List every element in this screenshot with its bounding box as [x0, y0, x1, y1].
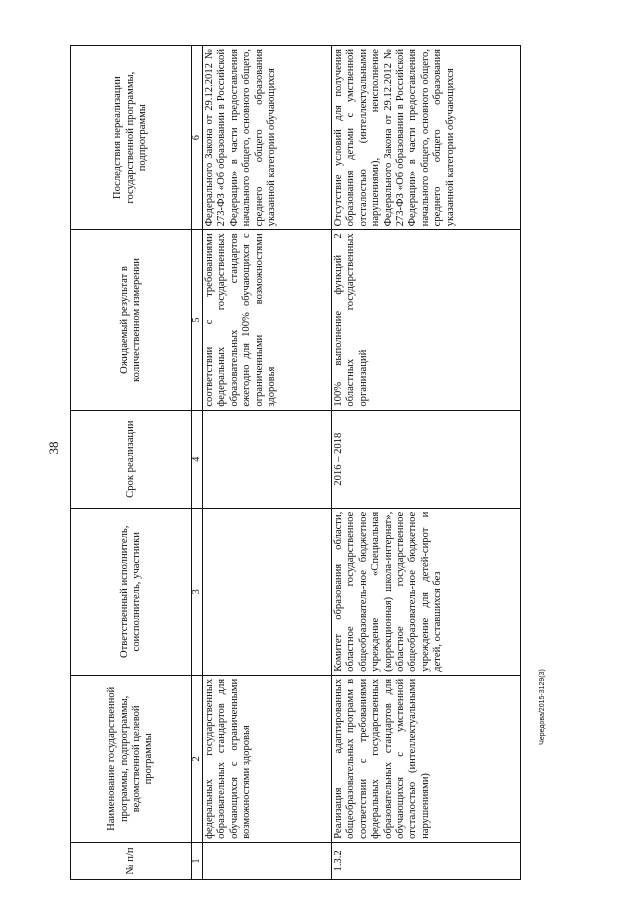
column-number: 1: [192, 842, 203, 879]
header-expected-result: Ожидаемый результат в количественном измерении: [71, 230, 192, 410]
column-number: 2: [192, 675, 203, 842]
row-executor: Комитет образования области, областное государственное общеобразователь-ное бюджетное учреждение «Специальная (коррекционная) школа-интернат», областное государственное общеобразователь-ное бюджетное учреждение для детей-сирот и детей, оставшихся без: [332, 508, 521, 675]
row-term: 2016 – 2018: [332, 410, 521, 508]
row-expected-result: соответствии с требованиями федеральных государственных образовательных стандартов ежегодно для 100% обучающихся с ограниченными возможностями здоровья: [203, 230, 332, 410]
column-number: 4: [192, 410, 203, 508]
row-program-name: федеральных государственных образовательных стандартов для обучающихся с ограниченными возможностями здоровья: [203, 675, 332, 842]
header-executor: Ответственный исполнитель, соисполнитель, участники: [71, 508, 192, 675]
row-number: [203, 842, 332, 879]
column-number: 5: [192, 230, 203, 410]
header-number: № п/п: [71, 842, 192, 879]
column-number: 6: [192, 46, 203, 230]
rotated-table-container: [70, 45, 520, 880]
column-numbers-row: [192, 46, 203, 880]
row-executor: [203, 508, 332, 675]
row-number: 1.3.2: [332, 842, 521, 879]
row-expected-result: 100% выполнение функций 2 областных государственных организаций: [332, 230, 521, 410]
table-row: [203, 46, 332, 880]
page-number: 38: [46, 441, 61, 455]
header-term: Срок реализации: [71, 410, 192, 508]
table-row: [332, 46, 521, 880]
column-number: 3: [192, 508, 203, 675]
document-stamp: Чередова/2015-3129(3): [539, 669, 546, 745]
header-consequences: Последствия нереализации государственной программы, подпрограммы: [71, 46, 192, 230]
row-program-name: Реализация адаптированных общеобразовательных программ в соответствии с требованиями федеральных государственных образовательных стандартов для обучающихся с умственной отсталостью (интеллектуальными нарушениями): [332, 675, 521, 842]
row-term: [203, 410, 332, 508]
header-program-name: Наименование государственной программы, подпрограммы, ведомственной целевой программы: [71, 675, 192, 842]
program-table: [70, 45, 521, 880]
row-consequences: Федерального Закона от 29.12.2012 № 273-ФЗ «Об образовании в Российской Федерации» в части предоставления начального общего, основного общего, среднего общего образования указанной категории обучающихся: [203, 46, 332, 230]
row-consequences: Отсутствие условий для получения образования детьми с умственной отсталостью (интеллектуальными нарушениями), неисполнение Федерального Закона от 29.12.2012 № 273-ФЗ «Об образовании в Российской Федерации» в части предоставления начального общего, основного общего, среднего общего образования указанной категории обучающихся: [332, 46, 521, 230]
table-header-row: [71, 46, 192, 880]
